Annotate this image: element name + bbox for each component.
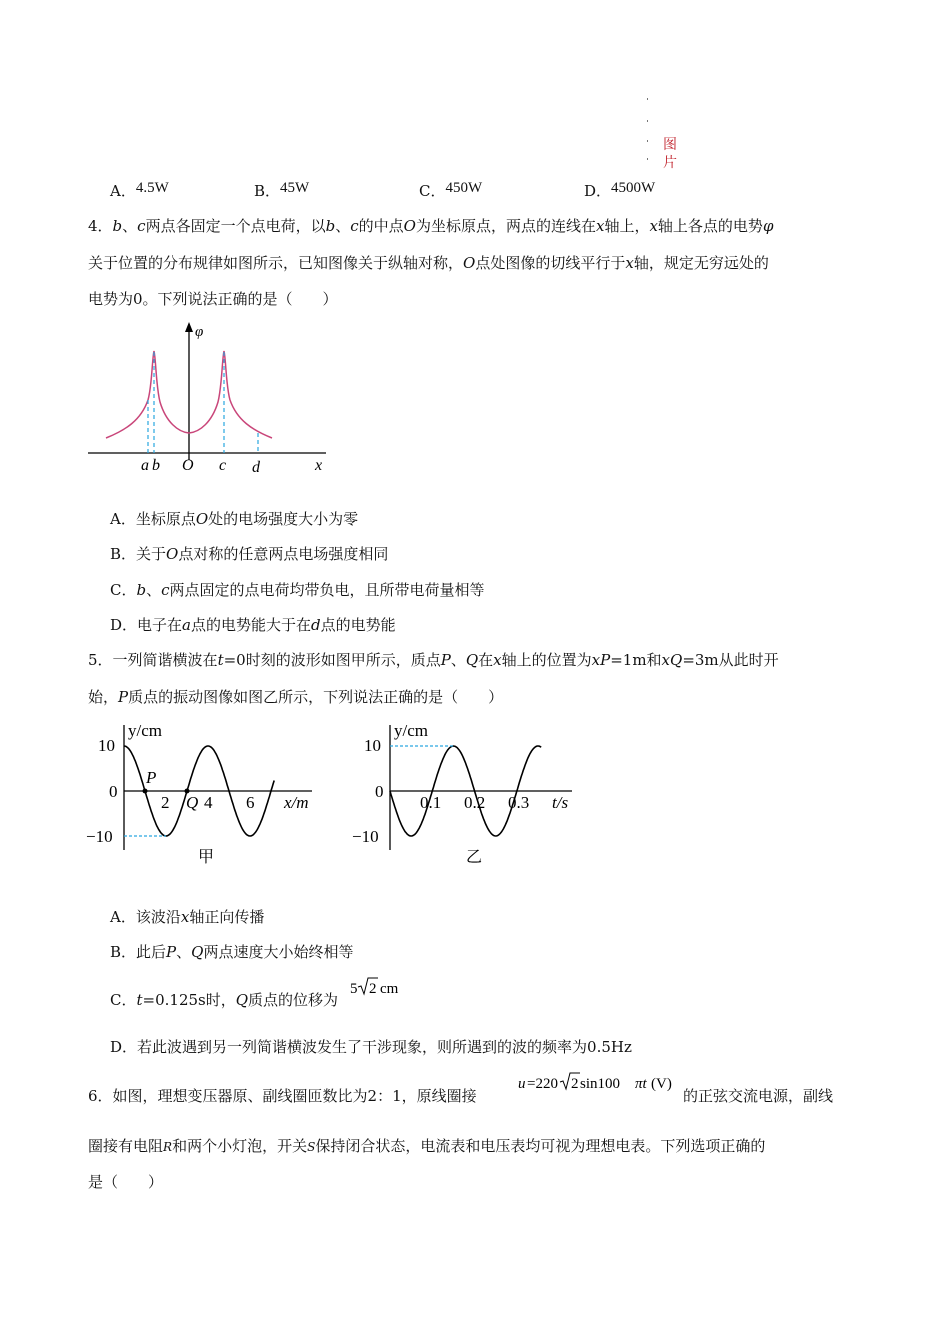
formula-unit: cm: [380, 981, 399, 997]
jia-y-tick-0: 0: [109, 782, 118, 801]
q6-voltage-formula: [518, 1070, 682, 1094]
picture-placeholder-line2: 片: [663, 155, 677, 171]
q4-stem-line3: 电势为0。下列说法正确的是（ ）: [88, 290, 338, 308]
yi-y-tick-0: 0: [375, 782, 384, 801]
label-b: b: [152, 457, 160, 474]
dot-mark: [647, 120, 648, 122]
jia-y-label: y/cm: [128, 721, 162, 740]
yi-x-tick-0.2: 0.2: [464, 793, 486, 812]
q5-option-b: B．此后P、Q两点速度大小始终相等: [110, 943, 354, 961]
q4-option-d: D．电子在a点的电势能大于在d点的电势能: [110, 616, 396, 634]
q6-stem-line1-tail: 的正弦交流电源，副线: [683, 1087, 834, 1105]
label-a: a: [141, 457, 149, 474]
dot-mark: [647, 158, 648, 160]
yi-x-tick-0.1: 0.1: [420, 793, 442, 812]
q4-option-a: A．坐标原点O处的电场强度大小为零: [110, 510, 359, 528]
q3-option-a: A．4.5W: [110, 180, 169, 200]
yi-y-label: y/cm: [394, 721, 428, 740]
q5-stem-line2: 始，P质点的振动图像如图乙所示，下列说法正确的是（ ）: [88, 688, 504, 706]
jia-y-tick-neg10: −10: [86, 827, 113, 846]
q4-option-b: B．关于O点对称的任意两点电场强度相同: [110, 545, 389, 563]
yi-caption: 乙: [466, 849, 483, 866]
graph-jia: [84, 720, 334, 870]
label-d: d: [252, 459, 260, 476]
jia-x-label: x/m: [284, 793, 309, 812]
dot-mark: [647, 140, 648, 142]
formula-amplitude: =220: [527, 1076, 558, 1092]
q6-stem-line3: 是（ ）: [88, 1173, 164, 1191]
y-axis-arrow: [185, 322, 193, 332]
q5-option-a: A．该波沿x轴正向传播: [110, 908, 265, 926]
x-axis-label: x: [315, 457, 323, 474]
formula-pi-t: πt: [635, 1076, 647, 1092]
graph-yi: [350, 720, 600, 870]
jia-point-q-label: Q: [186, 793, 199, 812]
potential-curve-right: [189, 351, 272, 438]
jia-point-p: [143, 789, 148, 794]
q3-option-d: D．4500W: [584, 180, 656, 200]
yi-y-tick-neg10: −10: [352, 827, 379, 846]
jia-x-tick-2: 2: [161, 793, 170, 812]
jia-x-tick-6: 6: [246, 793, 255, 812]
formula-u: u: [518, 1076, 526, 1092]
q5-option-d: D．若此波遇到另一列简谐横波发生了干涉现象，则所遇到的波的频率为0.5Hz: [110, 1038, 632, 1056]
q5-stem-line1: 5．一列简谐横波在t=0时刻的波形如图甲所示，质点P、Q在x轴上的位置为xP=1m和xQ=3m从此时开: [88, 651, 779, 669]
formula-coefficient: 5: [350, 981, 358, 997]
q3-option-b: B．45W: [254, 180, 310, 200]
yi-x-tick-0.3: 0.3: [508, 793, 530, 812]
jia-point-p-label: P: [146, 768, 157, 787]
q4-option-c: C．b、c两点固定的点电荷均带负电，且所带电荷量相等: [110, 581, 485, 599]
formula-radicand: 2: [571, 1076, 579, 1092]
yi-x-label: t/s: [552, 793, 569, 812]
formula-sin: sin100: [580, 1076, 621, 1092]
q4-stem-line1: 4．b、c两点各固定一个点电荷，以b、c的中点O为坐标原点，两点的连线在x轴上，x轴上各点的电势φ: [88, 217, 774, 235]
dot-mark: [647, 98, 648, 100]
jia-x-tick-4: 4: [204, 793, 213, 812]
y-axis-label: φ: [195, 324, 204, 340]
label-c: c: [219, 457, 227, 474]
q6-stem-line2: 圈接有电阻R和两个小灯泡，开关S保持闭合状态，电流表和电压表均可视为理想电表。下列选项正确的: [88, 1137, 766, 1155]
potential-figure: [86, 320, 336, 480]
yi-y-tick-10: 10: [364, 736, 381, 755]
picture-placeholder-line1: 图: [663, 137, 677, 153]
formula-radicand: 2: [369, 981, 377, 997]
jia-y-tick-10: 10: [98, 736, 115, 755]
jia-caption: 甲: [198, 849, 215, 866]
q6-stem-line1: 6．如图，理想变压器原、副线圈匝数比为2：1，原线圈接: [88, 1087, 477, 1105]
q5-option-c-formula: [350, 976, 406, 998]
q3-option-c: C．450W: [419, 180, 483, 200]
q5-option-c: C．t=0.125s时，Q质点的位移为: [110, 991, 339, 1009]
formula-unit: (V): [651, 1076, 672, 1092]
q4-stem-line2: 关于位置的分布规律如图所示，已知图像关于纵轴对称，O点处图像的切线平行于x轴，规定无穷远处的: [88, 254, 769, 272]
picture-placeholder: [663, 136, 677, 172]
label-origin: O: [182, 457, 194, 474]
